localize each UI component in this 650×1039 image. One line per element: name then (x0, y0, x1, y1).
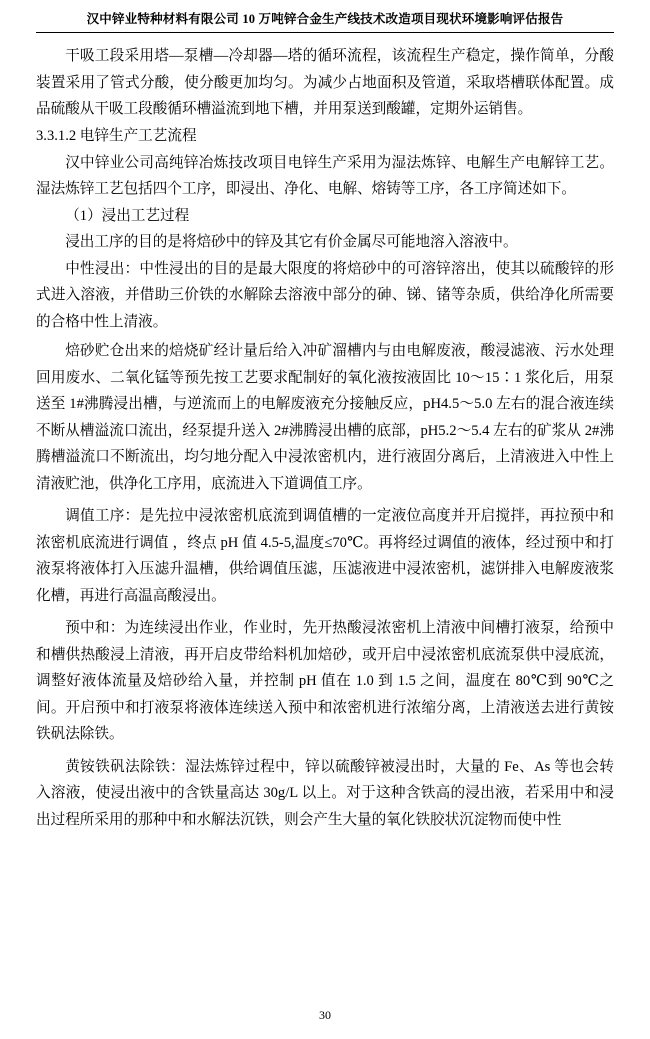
paragraph: （1）浸出工艺过程 (65, 207, 190, 224)
paragraph: 浸出工序的目的是将焙砂中的锌及其它有价金属尽可能地溶入溶液中。 (65, 234, 518, 250)
page-header-title: 汉中锌业特种材料有限公司 10 万吨锌合金生产线技术改造项目现状环境影响评估报告 (36, 10, 614, 33)
paragraph: 黄铵铁矾法除铁：湿法炼锌过程中，锌以硫酸锌被浸出时，大量的 Fe、As 等也会转入溶液，使浸出液中的含铁量高达 30g/L 以上。对于这种含铁高的浸出液，若采用中和浸出过程所采用的那种中和水解法沉铁，则会产生大量的氧化铁胶状沉淀物而使中性 (36, 758, 614, 828)
section-heading: 3.3.1.2 电锌生产工艺流程 (36, 127, 197, 144)
paragraph: 中性浸出：中性浸出的目的是最大限度的将焙砂中的可溶锌溶出，使其以硫酸锌的形式进入溶液，并借助三价铁的水解除去溶液中部分的砷、锑、锗等杂质，供给净化所需要的合格中性上清液。 (36, 260, 614, 330)
document-body (36, 43, 614, 833)
page-number: 30 (319, 1008, 331, 1022)
paragraph: 干吸工段采用塔—泵槽—冷却器—塔的循环流程，该流程生产稳定，操作简单，分酸装置采用了管式分酸，使分酸更加均匀。为减少占地面积及管道，采取塔槽联体配置。成品硫酸从干吸工段酸循环槽溢流到地下槽，并用泵送到酸罐，定期外运销售。 (36, 48, 614, 117)
paragraph: 调值工序：是先拉中浸浓密机底流到调值槽的一定液位高度并开启搅拌，再拉预中和浓密机底流进行调值 ，终点 pH 值 4.5-5,温度≤70℃。再将经过调值的液体，经过预中和打液泵将液体打入压滤升温槽，供给调值压滤，压滤液进中浸浓密机，滤饼排入电解废液浆化槽，再进行高温高酸浸出。 (36, 508, 614, 604)
paragraph: 焙砂贮仓出来的焙烧矿经计量后给入冲矿溜槽内与由电解废液，酸浸滤液、污水处理回用废水、二氧化锰等预先按工艺要求配制好的氧化液按液固比 10～15∶1 浆化后，用泵送至 1#沸腾浸出槽，与逆流而上的电解废液充分接触反应，pH4.5～5.0 左右的混合液连续不断从槽溢流口流出，经泵提升送入 2#沸腾浸出槽的底部，pH5.2～5.4 左右的矿浆从 2#沸腾槽溢流口不断流出，均匀地分配入中浸浓密机内，进行液固分离后，上清液进入中性上清液贮池，供净化工序用，底流进入下道调值工序。 (36, 343, 614, 492)
paragraph: 汉中锌业公司高纯锌冶炼技改项目电锌生产采用为湿法炼锌、电解生产电解锌工艺。湿法炼锌工艺包括四个工序，即浸出、净化、电解、熔铸等工序，各工序简述如下。 (36, 154, 614, 197)
paragraph: 预中和：为连续浸出作业，作业时，先开热酸浸浓密机上清液中间槽打液泵，给预中和槽供热酸浸上清液，再开启皮带给料机加焙砂，或开启中浸浓密机底流泵供中浸底流，调整好液体流量及焙砂给入量，并控制 pH 值在 1.0 到 1.5 之间，温度在 80℃到 90℃之间。开启预中和打液泵将液体连续送入预中和浓密机进行浓缩分离，上清液送去进行黄铵铁矾法除铁。 (36, 620, 614, 742)
